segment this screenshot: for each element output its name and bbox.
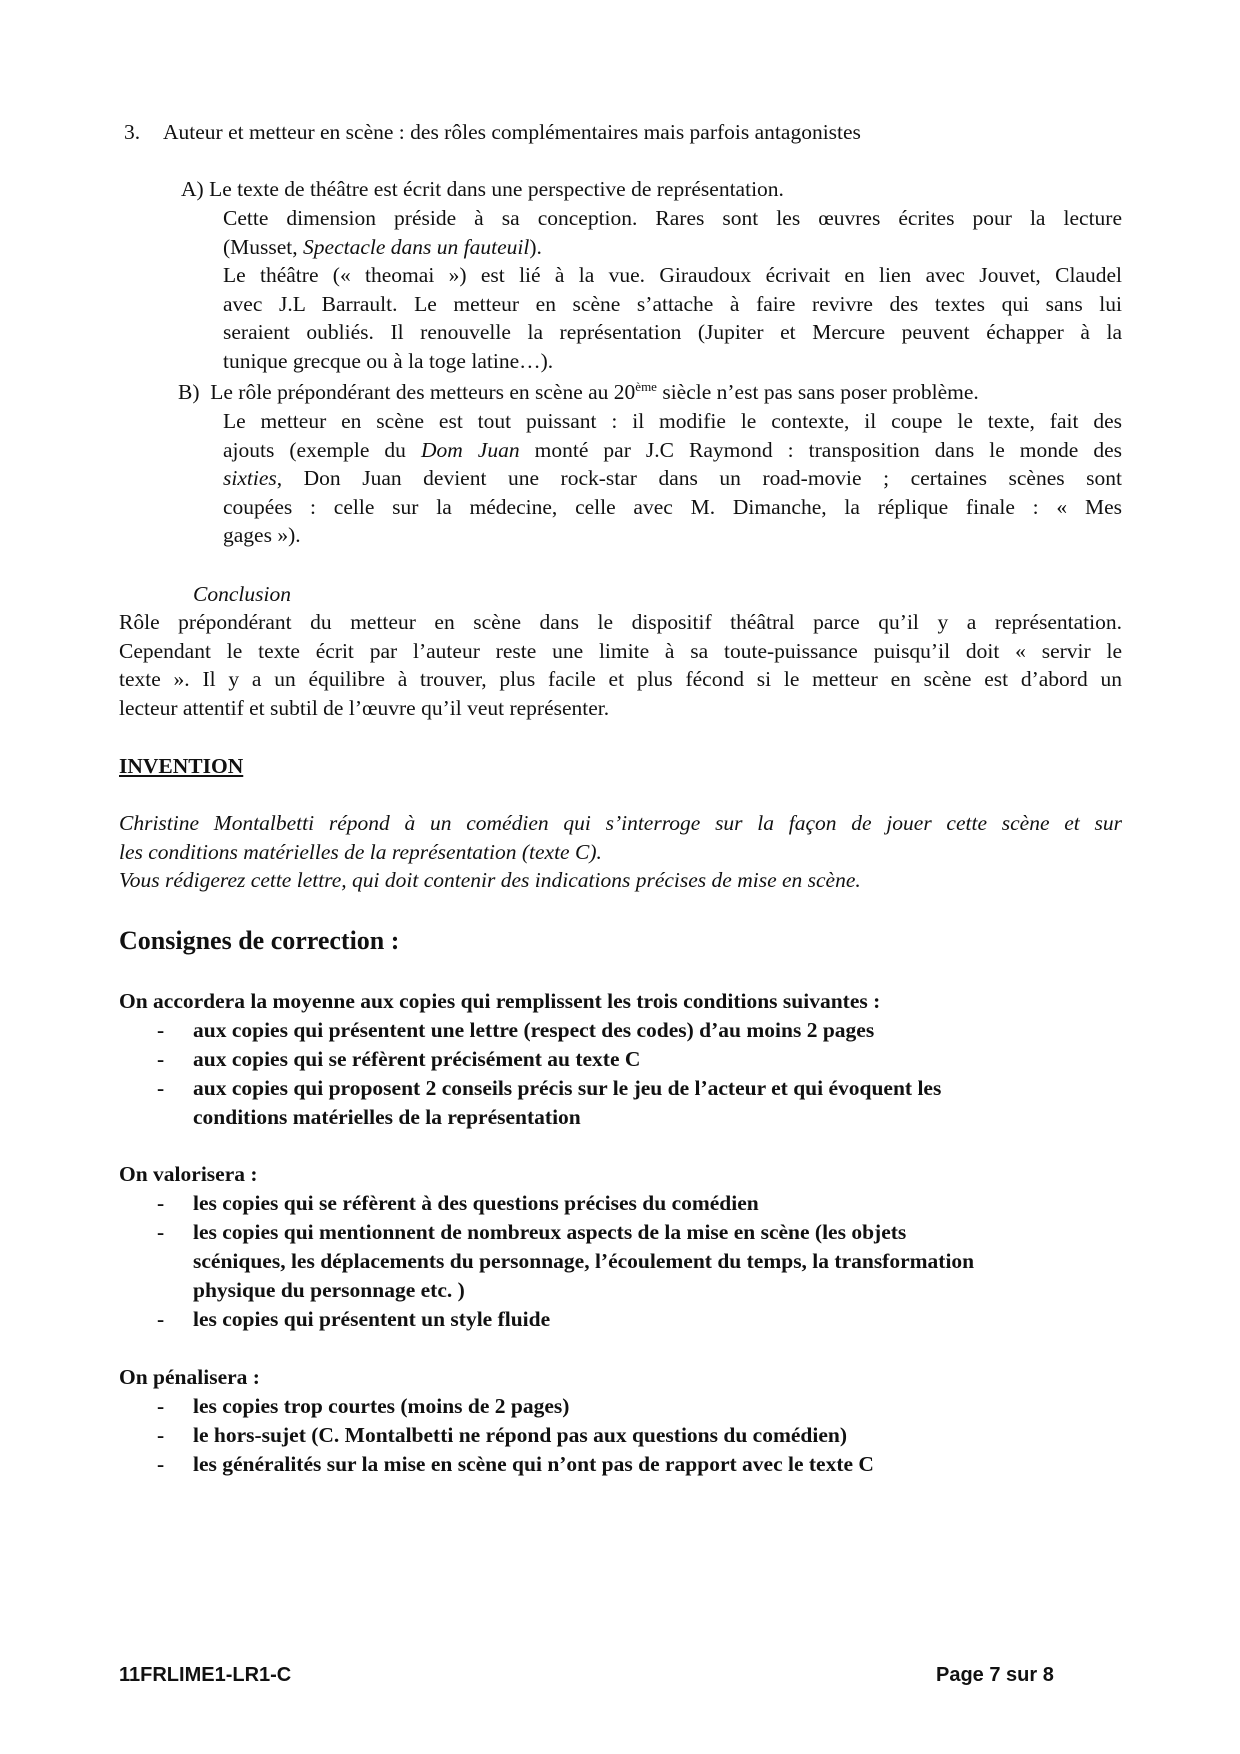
subsection-a-heading: A) Le texte de théâtre est écrit dans une perspective de représentation. <box>181 177 784 201</box>
moyenne-item-3-line-2: conditions matérielles de la représentation <box>193 1105 581 1129</box>
valoriser-intro: On valorisera : <box>119 1162 258 1186</box>
moyenne-item-2: aux copies qui se réfèrent précisément au texte C <box>193 1047 641 1071</box>
bullet-dash: - <box>157 1018 165 1042</box>
penaliser-item-2: le hors-sujet (C. Montalbetti ne répond pas aux questions du comédien) <box>193 1423 847 1447</box>
conclusion-title: Conclusion <box>193 582 291 606</box>
bullet-dash: - <box>157 1047 165 1071</box>
penaliser-intro: On pénalisera : <box>119 1365 260 1389</box>
subsection-a-label: A) <box>181 177 204 201</box>
footer-page-number: Page 7 sur 8 <box>936 1664 1054 1686</box>
subsection-b-label: B) <box>178 380 200 404</box>
invention-prompt: Christine Montalbetti répond à un comédien qui s’interroge sur la façon de jouer cette scène et sur les conditions matérielles de la représentation (texte C). Vous rédigerez cette lettre, qui doit contenir des indications précises de mise en scène. <box>119 811 1122 892</box>
section-3-number: 3. <box>124 120 141 144</box>
bullet-dash: - <box>157 1076 165 1100</box>
moyenne-item-1: aux copies qui présentent une lettre (respect des codes) d’au moins 2 pages <box>193 1018 875 1042</box>
section-3-title: Auteur et metteur en scène : des rôles complémentaires mais parfois antagonistes <box>163 120 861 144</box>
bullet-dash: - <box>157 1394 165 1418</box>
valoriser-item-2-line-2: scéniques, les déplacements du personnage, l’écoulement du temps, la transformation <box>193 1249 975 1273</box>
bullet-dash: - <box>157 1423 165 1447</box>
conclusion-body: Rôle prépondérant du metteur en scène dans le dispositif théâtral parce qu’il y a représentation. Cependant le texte écrit par l’auteur reste une limite à sa toute-puissance puisqu’il doit « servir le texte ». Il y a un équilibre à trouver, plus facile et plus fécond si le metteur en scène est d’abord un lecteur attentif et subtil de l’œuvre qu’il veut représenter. <box>119 610 1122 720</box>
bullet-dash: - <box>157 1220 165 1244</box>
valoriser-item-3: les copies qui présentent un style fluide <box>193 1307 551 1331</box>
valoriser-item-2-line-3: physique du personnage etc. ) <box>193 1278 465 1302</box>
moyenne-item-3-line-1: aux copies qui proposent 2 conseils précis sur le jeu de l’acteur et qui évoquent les <box>193 1076 942 1100</box>
subsection-a-body: Cette dimension préside à sa conception. Rares sont les œuvres écrites pour la lecture (Musset, Spectacle dans un fauteuil). Le théâtre (« theomai ») est lié à la vue. Giraudoux écrivait en lien avec Jouvet, Claudel avec J.L Barrault. Le metteur en scène s’attache à faire revivre des textes qui sans lui seraient oubliés. Il renouvelle la représentation (Jupiter et Mercure peuvent échapper à la tunique grecque ou à la toge latine…). <box>223 206 1122 373</box>
footer-document-code: 11FRLIME1-LR1-C <box>119 1664 292 1686</box>
valoriser-item-1: les copies qui se réfèrent à des questions précises du comédien <box>193 1191 759 1215</box>
consignes-heading: Consignes de correction : <box>119 926 400 955</box>
bullet-dash: - <box>157 1452 165 1476</box>
penaliser-item-1: les copies trop courtes (moins de 2 pages) <box>193 1394 570 1418</box>
subsection-b-heading: B) Le rôle prépondérant des metteurs en scène au 20ème siècle n’est pas sans poser problème. <box>178 378 979 404</box>
invention-heading: INVENTION <box>119 754 244 778</box>
bullet-dash: - <box>157 1307 165 1331</box>
penaliser-item-3: les généralités sur la mise en scène qui n’ont pas de rapport avec le texte C <box>193 1452 874 1476</box>
valoriser-item-2-line-1: les copies qui mentionnent de nombreux aspects de la mise en scène (les objets <box>193 1220 907 1244</box>
bullet-dash: - <box>157 1191 165 1215</box>
subsection-b-body: Le metteur en scène est tout puissant : il modifie le contexte, il coupe le texte, fait des ajouts (exemple du Dom Juan monté par J.C Raymond : transposition dans le monde des sixties, Don Juan devient une rock-star dans un road-movie ; certaines scènes sont coupées : celle sur la médecine, celle avec M. Dimanche, la réplique finale : « Mes gages »). <box>223 409 1122 547</box>
moyenne-intro: On accordera la moyenne aux copies qui remplissent les trois conditions suivantes : <box>119 989 881 1013</box>
